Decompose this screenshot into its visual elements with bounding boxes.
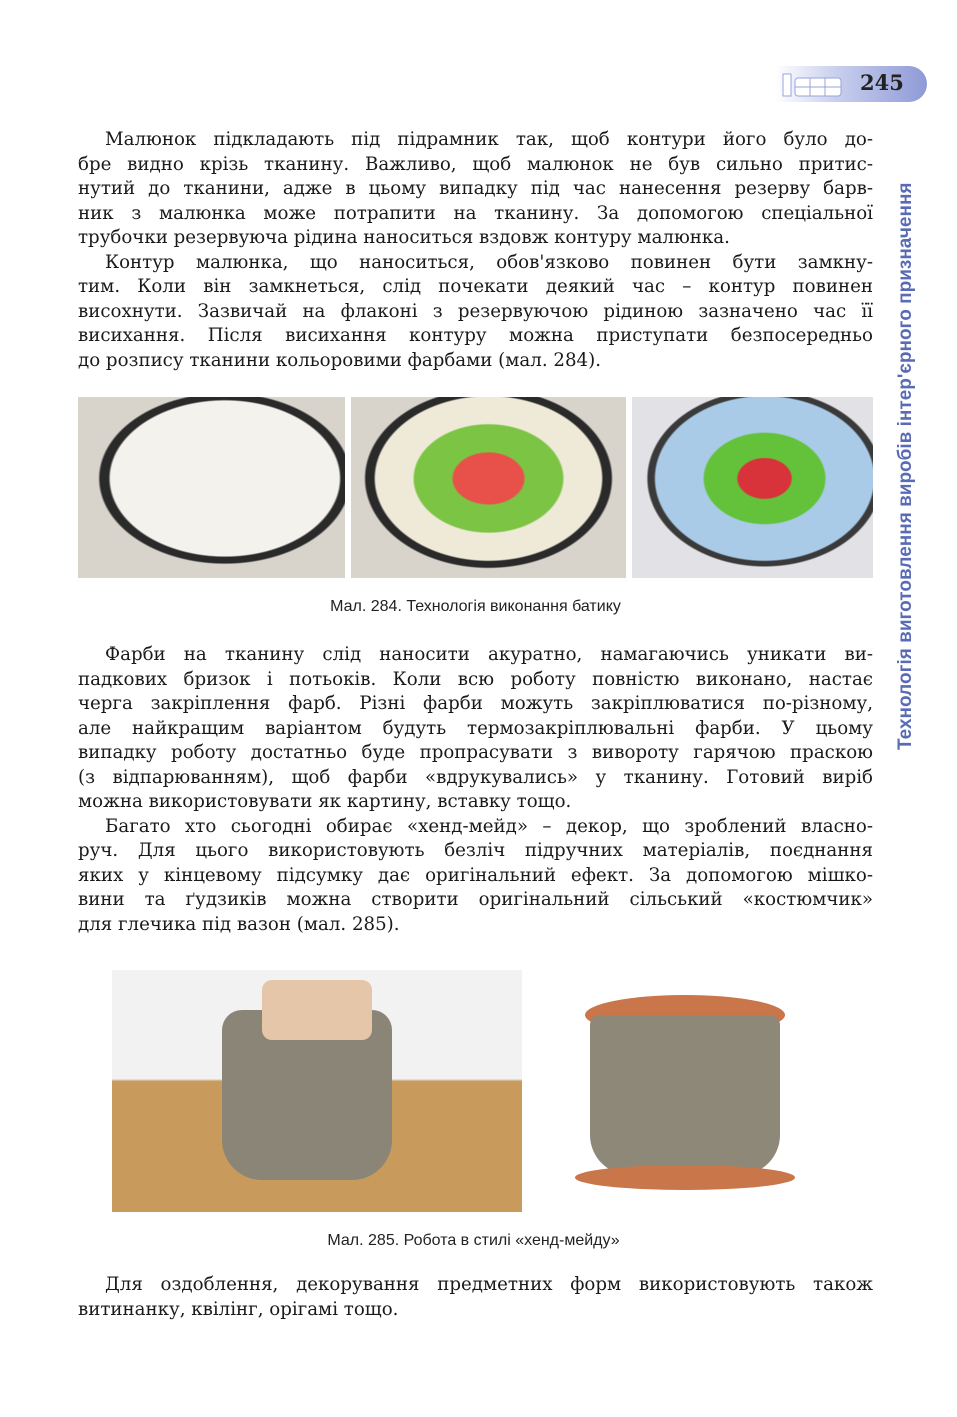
figure-285-caption: Мал. 285. Робота в стилі «хенд-мейду» (327, 1232, 620, 1249)
handmade-pot-photo-finished (545, 985, 835, 1205)
batik-photo-finished (632, 397, 873, 578)
text-line: Контур малюнка, що наноситься, обов'язково повинен бути замкну- (105, 251, 873, 273)
text-line: можна використовувати як картину, вставку тощо. (78, 791, 572, 812)
text-line: яких у кінцевому підсумку дає оригінальний ефект. За допомогою мішко- (78, 864, 873, 886)
text-line: трубочки резервуюча рідина наноситься вздовж контуру малюнка. (78, 227, 730, 248)
figure-284-caption: Мал. 284. Технологія виконання батику (330, 598, 621, 615)
text-line: нутий до тканини, адже в цьому випадку під час нанесення резерву барв- (78, 178, 873, 199)
page-number: 245 (860, 70, 904, 95)
text-line: Фарби на тканину слід наносити акуратно, намагаючись уникати ви- (105, 644, 873, 665)
text-line: випадку роботу достатньо буде пропрасувати з вивороту гарячою праскою (78, 742, 873, 763)
batik-photo-painting (351, 397, 626, 578)
text-line: вини та ґудзиків можна створити оригінальний сільський «костюмчик» (78, 889, 873, 910)
text-line: руч. Для цього використовують безліч підручних матеріалів, поєднання (78, 840, 873, 861)
text-line: але найкращим варіантом будуть термозакріплювальні фарби. У цьому (78, 717, 873, 739)
sofa-icon (781, 70, 843, 100)
text-line: витинанку, квілінг, орігамі тощо. (78, 1298, 399, 1320)
text-line: черга закріплення фарб. Різні фарби можуть закріплюватися по-різному, (78, 693, 873, 714)
text-line: Багато хто сьогодні обирає «хенд-мейд» – декор, що зроблений власно- (105, 815, 873, 837)
paragraph-1 (78, 128, 873, 373)
batik-photo-outline (78, 397, 345, 578)
text-line: висихання. Після висихання контуру можна приступати безпосередньо (78, 325, 873, 346)
text-line: (з відпарюванням), щоб фарби «вдрукувались» у тканину. Готовий виріб (78, 766, 873, 788)
text-line: до розпису тканини кольоровими фарбами (мал. 284). (78, 349, 601, 371)
text-line: падкових бризок і потьоків. Коли всю роботу повністю виконано, настає (78, 668, 873, 690)
handmade-pot-photo-work (112, 970, 522, 1212)
paragraph-2 (78, 643, 873, 937)
text-line: Малюнок підкладають під підрамник так, щоб контури його було до- (105, 129, 873, 150)
text-line: ник з малюнка може потрапити на тканину. За допомогою спеціальної (78, 202, 873, 224)
text-line: бре видно крізь тканину. Важливо, щоб малюнок не був сильно притис- (78, 153, 873, 175)
text-line: для глечика під вазон (мал. 285). (78, 913, 400, 935)
text-line: тим. Коли він замкнеться, слід почекати деякий час – контур повинен (78, 276, 873, 297)
text-line: Для оздоблення, декорування предметних форм використовують також (105, 1274, 873, 1295)
text-line: висохнути. Зазвичай на флаконі з резервуючою рідиною зазначено час її (78, 300, 873, 322)
paragraph-3 (78, 1273, 873, 1322)
chapter-side-title: Технологія виготовлення виробів інтер'єрного призначення (895, 182, 916, 750)
